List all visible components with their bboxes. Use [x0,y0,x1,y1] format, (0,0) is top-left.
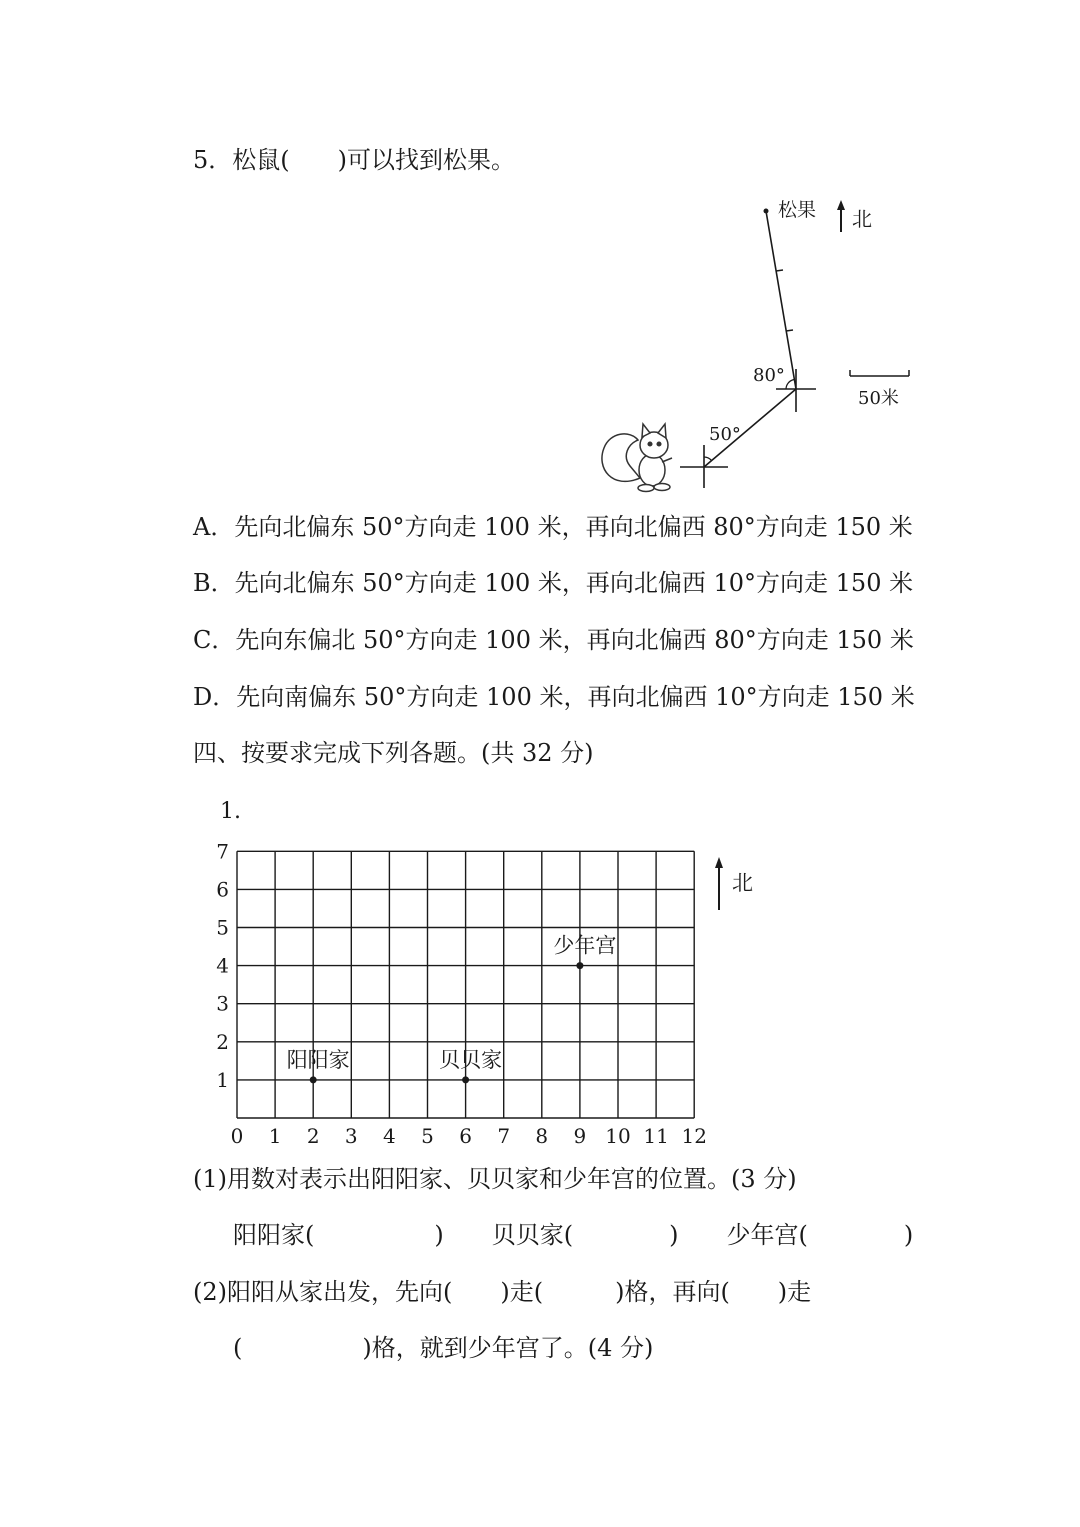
grid-point [310,1076,317,1083]
option-b[interactable]: B．先向北偏东 50°方向走 100 米，再向北偏西 10°方向走 150 米 [193,569,914,597]
grid-point-label: 少年宫 [553,933,617,958]
north-label: 北 [852,207,872,231]
grid-points [287,934,617,1084]
grid-point-label: 阳阳家 [286,1047,350,1072]
y-tick-label: 2 [216,1029,229,1054]
sub1-answer-line[interactable]: 阳阳家( ) 贝贝家( ) 少年宫( ) [233,1221,914,1249]
x-tick-label: 4 [383,1124,396,1148]
x-tick-label: 11 [643,1124,669,1148]
angle-arc-50 [704,457,712,461]
x-tick-label: 10 [605,1124,631,1148]
y-tick-label: 1 [216,1067,229,1092]
tick-mark [776,270,783,271]
y-tick-label: 5 [216,915,229,940]
option-a[interactable]: A．先向北偏东 50°方向走 100 米，再向北偏西 80°方向走 150 米 [193,513,913,541]
y-tick-label: 4 [216,953,229,978]
y-tick-label: 6 [216,877,229,902]
option-d[interactable]: D．先向南偏东 50°方向走 100 米，再向北偏西 10°方向走 150 米 [193,683,915,711]
y-axis-labels [216,839,229,1092]
q5-stem: 5．松鼠( )可以找到松果。 [193,146,515,174]
grid-point-label: 贝贝家 [439,1047,503,1072]
x-tick-label: 1 [268,1124,282,1148]
x-tick-label: 2 [306,1124,320,1148]
sub2-line1[interactable]: (2)阳阳从家出发，先向( )走( )格，再向( )走 [193,1278,812,1306]
y-tick-label: 7 [216,839,229,864]
x-tick-label: 12 [681,1124,707,1148]
sub2-line2[interactable]: ( )格，就到少年宫了。(4 分) [233,1334,654,1362]
grid-point [576,962,583,969]
pinecone-label: 松果 [778,199,817,221]
x-tick-label: 5 [421,1124,434,1148]
angle-arc-80 [786,380,794,390]
option-c[interactable]: C．先向东偏北 50°方向走 100 米，再向北偏西 80°方向走 150 米 [193,626,914,654]
x-tick-label: 0 [230,1124,244,1148]
sub1-text: (1)用数对表示出阳阳家、贝贝家和少年宫的位置。(3 分) [193,1165,797,1193]
coordinate-grid [0,830,1080,1150]
squirrel-icon [602,424,672,492]
x-tick-label: 8 [535,1124,549,1148]
x-tick-label: 9 [573,1124,587,1148]
tick-mark [786,330,793,331]
x-tick-label: 3 [344,1124,358,1148]
angle-label-80: 80° [753,365,785,386]
x-axis-labels [231,1124,707,1148]
north-arrow-head [715,857,723,868]
question-number: 1. [220,799,241,824]
scale-label: 50米 [858,388,899,409]
angle-label-50: 50° [709,424,741,445]
direction-diagram [0,0,1080,520]
x-tick-label: 6 [459,1124,472,1148]
x-tick-label: 7 [497,1124,511,1148]
section-title: 四、按要求完成下列各题。(共 32 分) [193,739,594,767]
grid-north-label: 北 [732,871,753,895]
grid-point [462,1076,469,1083]
north-arrow-head [837,200,845,210]
path-segment-2 [766,211,796,389]
y-tick-label: 3 [216,991,229,1016]
